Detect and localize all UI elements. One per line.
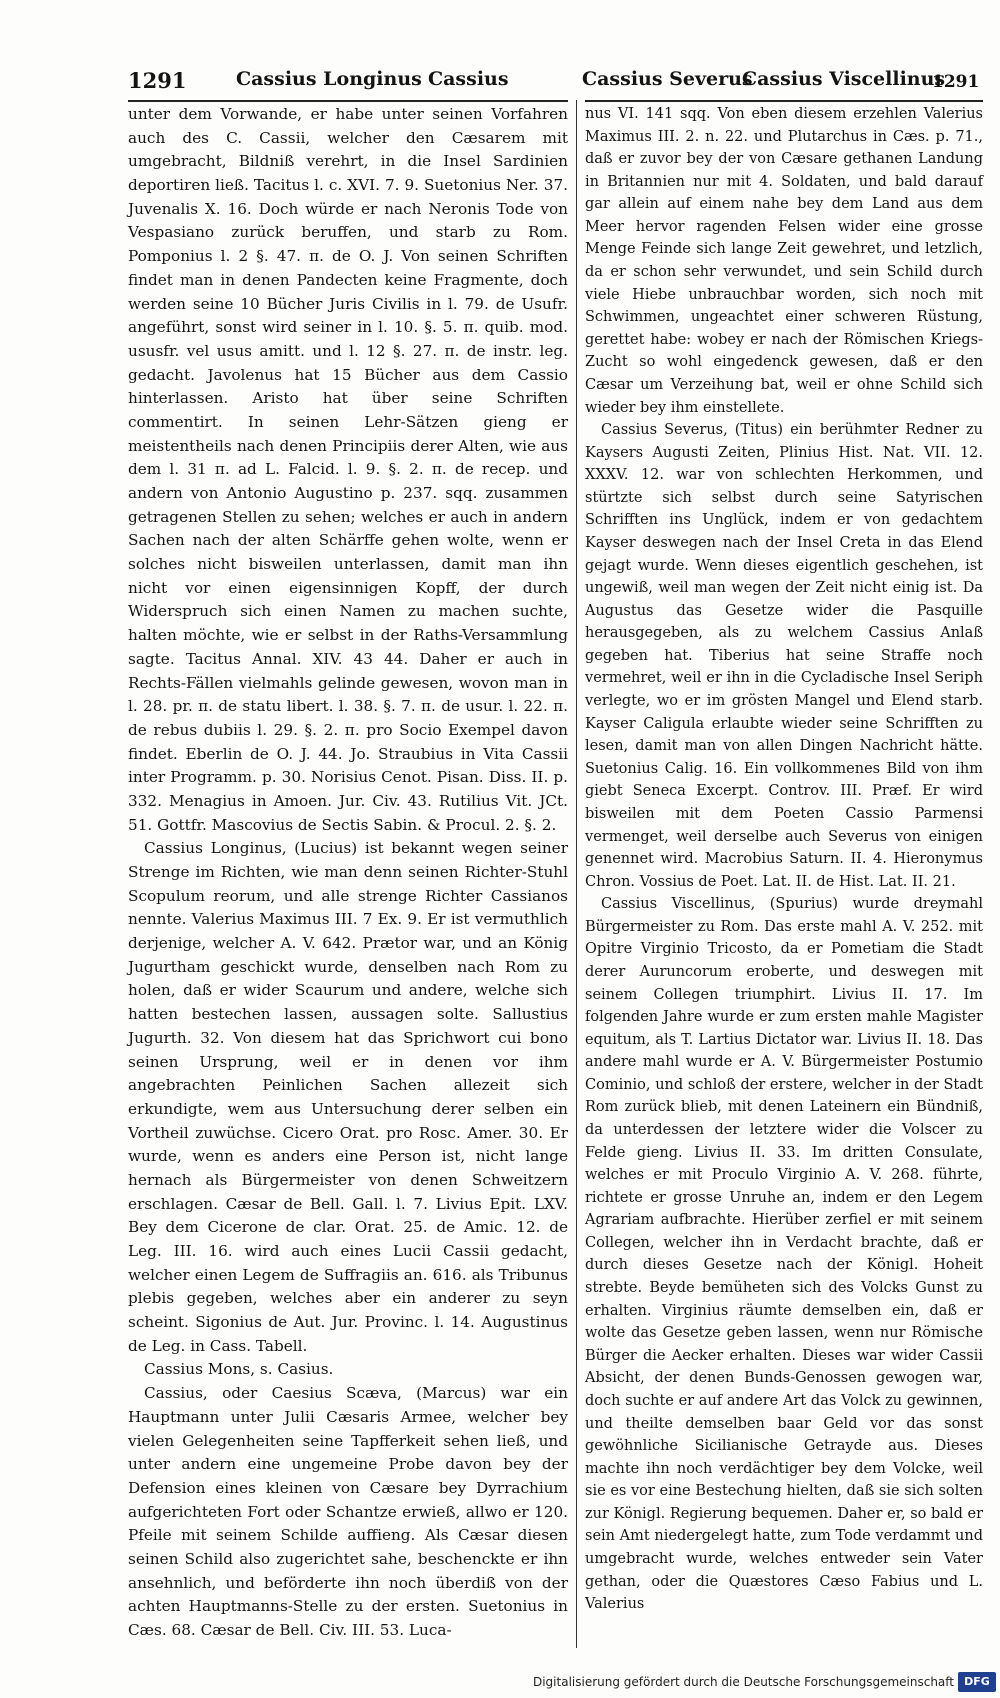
page-number-right: 1291 [932, 72, 980, 92]
header-entry-left-1: Cassius Longinus [236, 68, 422, 90]
right-column [585, 103, 983, 1616]
left-paragraph-continuation: unter dem Vorwande, er habe unter seinen Vorfahren auch des C. Cassii, welcher den Cæsarem mit umgebracht, Bildniß verehrt, in die Insel Sardinien deportiren ließ. Tacitus l. c. XVI. 7. 9. Suetonius Ner. 37. Juvenalis X. 16. Doch würde er nach Neronis Tode von Vespasiano zurück beruffen, und starb zu Rom. Pomponius l. 2 §. 47. π. de O. J. Von seinen Schriften findet man in denen Pandecten keine Fragmente, doch werden seine 10 Bücher Juris Civilis in l. 79. de Usufr. angeführt, sonst wird seiner in l. 10. §. 5. π. quib. mod. ususfr. vel usus amitt. und l. 12 §. 27. π. de instr. leg. gedacht. Javolenus hat 15 Bücher aus dem Cassio hinterlassen. Aristo hat über seine Schriften commentirt. In seinen Lehr-Sätzen gieng er meistentheils nach denen Principiis derer Alten, wie aus dem l. 31 π. ad L. Falcid. l. 9. §. 2. π. de recep. und andern von Antonio Augustino p. 237. sqq. zusammen getragenen Stellen zu sehen; welches er auch in andern Sachen nach der alten Schärffe gehen wolte, wenn er solches nicht bisweilen unterlassen, damit man ihn nicht vor einen eigensinnigen Kopff, der durch Widerspruch sich einen Namen zu machen suchte, halten möchte, wie er selbst in der Raths-Versammlung sagte. Tacitus Annal. XIV. 43 44. Daher er auch in Rechts-Fällen vielmahls gelinde gewesen, wovon man in l. 28. pr. π. de statu libert. l. 38. §. 7. π. de usur. l. 22. π. de rebus dubiis l. 29. §. 2. π. pro Socio Exempel davon findet. Eberlin de O. J. 44. Jo. Straubius in Vita Cassii inter Programm. p. 30. Norisius Cenot. Pisan. Diss. II. p. 332. Menagius in Amoen. Jur. Civ. 43. Rutilius Vit. JCt. 51. Gottfr. Mascovius de Sectis Sabin. & Procul. 2. §. 2. [128, 105, 568, 834]
page-number-left: 1291 [128, 68, 187, 93]
entry-cassius-mons: Cassius Mons, s. Casius. [144, 1360, 334, 1379]
running-header-left [128, 58, 568, 102]
entry-cassius-scaeva: Cassius, oder Caesius Scæva, (Marcus) war ein Hauptmann unter Julii Cæsaris Armee, welcher bey vielen Gelegenheiten seine Tapfferkeit sehen ließ, und unter andern eine ungemeine Probe davon bey der Defension eines kleinen von Cæsare bey Dyrrachium aufgerichteten Fort oder Schantze erwieß, allwo er 120. Pfeile mit seinem Schilde auffieng. Als Cæsar diesen seinen Schild also zugerichtet sahe, beschenckte er ihn ansehnlich, und beförderte ihn noch überdiß von der achten Hauptmanns-Stelle zu der ersten. Suetonius in Cæs. 68. Cæsar de Bell. Civ. III. 53. Luca- [128, 1384, 568, 1639]
running-header-right [582, 58, 982, 102]
header-entry-right-2: Cassius Viscellinus [742, 68, 946, 90]
header-rule-left [128, 100, 568, 102]
column-divider [576, 100, 577, 1648]
digitization-footer [532, 1669, 1000, 1695]
entry-cassius-longinus-lucius: Cassius Longinus, (Lucius) ist bekannt wegen seiner Strenge im Richten, wie man denn seinen Richter-Stuhl Scopulum reorum, und alle strenge Richter Cassianos nennte. Valerius Maximus III. 7 Ex. 9. Er ist vermuthlich derjenige, welcher A. V. 642. Prætor war, und an König Jugurtham geschickt wurde, denselben nach Rom zu holen, daß er wider Scaurum und andere, welche sich hatten bestechen lassen, aussagen solte. Sallustius Jugurth. 32. Von diesem hat das Sprichwort cui bono seinen Ursprung, weil er in denen vor ihm angebrachten Peinlichen Sachen allezeit sich erkundigte, wem aus Untersuchung derer selben ein Vortheil zuwüchse. Cicero Orat. pro Rosc. Amer. 30. Er wurde, wenn es anders eine Person ist, nicht lange hernach als Bürgermeister von denen Schweitzern erschlagen. Cæsar de Bell. Gall. l. 7. Livius Epit. LXV. Bey dem Cicerone de clar. Orat. 25. de Amic. 12. de Leg. III. 16. wird auch eines Lucii Cassii gedacht, welcher einen Legem de Suffragiis an. 616. als Tribunus plebis gegeben, welches aber ein anderer zu seyn scheint. Sigonius de Aut. Jur. Provinc. l. 14. Augustinus de Leg. in Cass. Tabell. [128, 839, 568, 1355]
header-entry-right-1: Cassius Severus [582, 68, 753, 90]
footer-credit: Digitalisierung gefördert durch die Deutsche Forschungsgemeinschaft [532, 1675, 954, 1689]
entry-cassius-severus: Cassius Severus, (Titus) ein berühmter Redner zu Kaysers Augusti Zeiten, Plinius Hist. Nat. VII. 12. XXXV. 12. war von schlechten Herkommen, und stürtzte sich selbst durch seine Satyrischen Schrifften ins Unglück, indem er von gedachtem Kayser deswegen nach der Insel Creta in das Elend gejagt wurde. Wenn dieses eigentlich geschehen, ist ungewiß, weil man wegen der Zeit nicht einig ist. Da Augustus das Gesetze wider die Pasquille herausgegeben, als zu welchem Cassius Anlaß gegeben hat. Tiberius hat seine Straffe noch vermehret, weil er ihn in die Cycladische Insel Seriph verlegte, wo er im grösten Mangel und Elend starb. Kayser Caligula erlaubte wieder seine Schrifften zu lesen, damit man von allen Dingen Nachricht hätte. Suetonius Calig. 16. Ein vollkommenes Bild von ihm giebt Seneca Excerpt. Controv. III. Præf. Er wird bisweilen mit dem Poeten Cassio Parmensi vermenget, weil derselbe auch Severus von einigen genennet wird. Macrobius Saturn. II. 4. Hieronymus Chron. Vossius de Poet. Lat. II. de Hist. Lat. II. 21. [585, 422, 983, 890]
right-paragraph-continuation: nus VI. 141 sqq. Von eben diesem erzehlen Valerius Maximus III. 2. n. 22. und Plutarchus in Cæs. p. 71., daß er zuvor bey der von Cæsare gethanen Landung in Britannien nur mit 4. Soldaten, und bald darauf gar allein auf einem nahe bey dem Land aus dem Meer hervor ragenden Felsen wider eine grosse Menge Feinde sich lange Zeit gewehret, und letzlich, da er schon sehr verwundet, und sein Schild durch viele Hiebe unbrauchbar worden, sich noch mit Schwimmen, ungeachtet einer schweren Rüstung, gerettet habe: wobey er nach der Römischen Kriegs-Zucht so wohl eingedenck gewesen, daß er den Cæsar um Verzeihung bat, weil er ohne Schild sich wieder bey ihm einstellete. [585, 106, 983, 416]
entry-cassius-viscellinus: Cassius Viscellinus, (Spurius) wurde dreymahl Bürgermeister zu Rom. Das erste mahl A. V. 252. mit Opitre Virginio Tricosto, da er Pometiam die Stadt derer Auruncorum eroberte, und deswegen mit seinem Collegen triumphirt. Livius II. 17. Im folgenden Jahre wurde er zum ersten mahle Magister equitum, als T. Lartius Dictator war. Livius II. 18. Das andere mahl wurde er A. V. Bürgermeister Postumio Cominio, und schloß der erstere, welcher in der Stadt Rom zurück blieb, mit denen Lateinern ein Bündniß, da unterdessen der letztere wider die Volscer zu Felde gieng. Livius II. 33. Im dritten Consulate, welches er mit Proculo Virginio A. V. 268. führte, richtete er grosse Unruhe an, indem er den Legem Agrariam aufbrachte. Hierüber zerfiel er mit seinem Collegen, welcher ihn in Verdacht brachte, daß er durch dieses Gesetze nach der Königl. Hoheit strebte. Beyde bemüheten sich des Volcks Gunst zu erhalten. Virginius räumte demselben ein, daß er wolte das Gesetze geben lassen, wenn nur Römische Bürger die Aecker erhalten. Dieses war wider Cassii Absicht, der denen Bunds-Genossen gewogen war, doch suchte er auf andere Art das Volck zu gewinnen, und theilte demselben baar Geld vor das sonst gewöhnliche Sicilianische Getrayde aus. Dieses machte ihn noch verdächtiger bey dem Volcke, weil sie es vor eine Bestechung hielten, daß sie sich solten zur Königl. Regierung bequemen. Daher er, so bald er sein Amt niedergelegt hatte, zum Tode verdammt und umgebracht wurde, welches entweder sein Vater gethan, oder die Quæstores Cæso Fabius und L. Valerius [585, 896, 983, 1613]
left-column [128, 103, 568, 1643]
header-rule-right [585, 100, 983, 102]
dfg-logo-icon: DFG [958, 1672, 996, 1692]
header-entry-left-2: Cassius [428, 68, 509, 90]
